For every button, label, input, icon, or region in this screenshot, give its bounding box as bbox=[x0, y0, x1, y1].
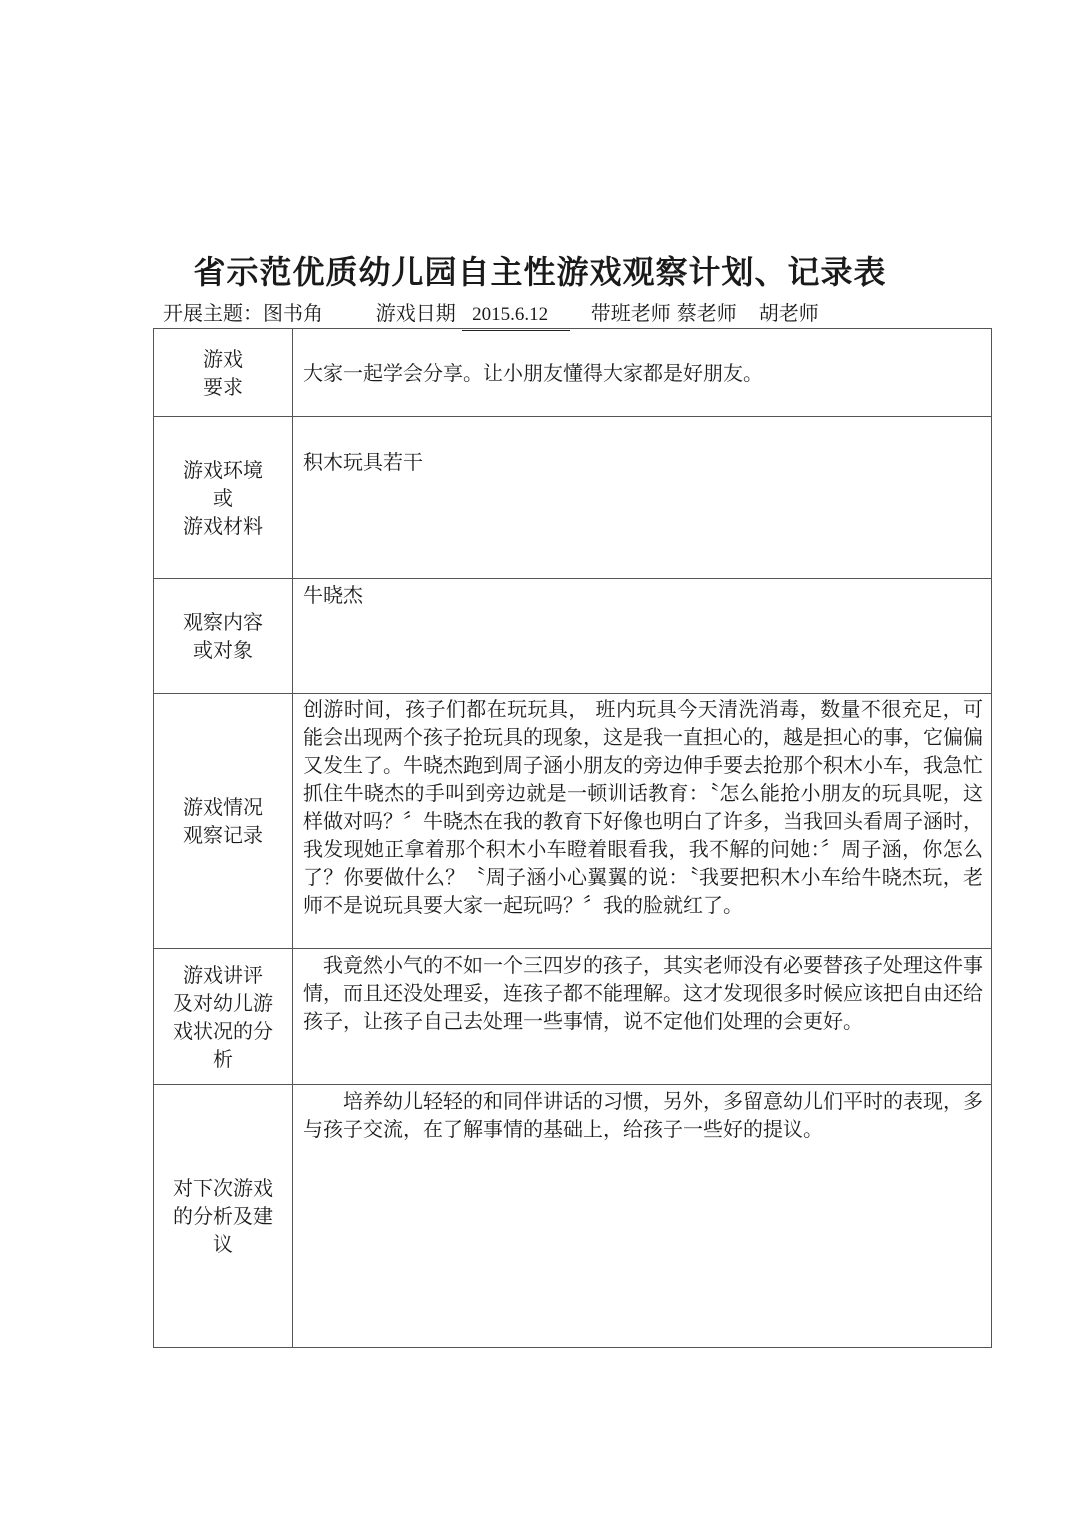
row-content-observation-record: 创游时间，孩子们都在玩玩具， 班内玩具今天清洗消毒，数量不很充足，可能会出现两个孩子抢玩具的现象，这是我一直担心的，越是担心的事，它偏偏又发生了。牛晓杰跑到周子涵小朋友的旁边伸手要去抢那个积木小车，我急忙抓住牛晓杰的手叫到旁边就是一顿训话教育：〝怎么能抢小朋友的玩具呢，这样做对吗？〞牛晓杰在我的教育下好像也明白了许多，当我回头看周子涵时，我发现她正拿着那个积木小车瞪着眼看我，我不解的问她：〞周子涵，你怎么了？你要做什么？〝周子涵小心翼翼的说：〝我要把积木小车给牛晓杰玩，老师不是说玩具要大家一起玩吗？〞我的脸就红了。 bbox=[293, 694, 992, 949]
table-row-observation-target bbox=[154, 579, 992, 694]
row-content-materials: 积木玩具若干 bbox=[293, 417, 992, 579]
row-content-evaluation: 我竟然小气的不如一个三四岁的孩子，其实老师没有必要替孩子处理这件事情，而且还没处理妥，连孩子都不能理解。这才发现很多时候应该把自由还给孩子，让孩子自己去处理一些事情，说不定他们处理的会更好。 bbox=[293, 949, 992, 1085]
table-row-materials bbox=[154, 417, 992, 579]
teacher-label: 带班老师 bbox=[590, 301, 671, 325]
row-label: 游戏讲评 及对幼儿游 戏状况的分 析 bbox=[154, 949, 293, 1085]
page-title: 省示范优质幼儿园自主性游戏观察计划、记录表 bbox=[193, 253, 887, 291]
table-row-requirements bbox=[154, 329, 992, 417]
row-label: 游戏 要求 bbox=[154, 329, 293, 417]
table-row-next-suggestions bbox=[154, 1085, 992, 1348]
theme-label: 开展主题： bbox=[163, 301, 263, 325]
date-label: 游戏日期 bbox=[375, 301, 456, 325]
row-label: 游戏环境 或 游戏材料 bbox=[154, 417, 293, 579]
form-header-info bbox=[163, 298, 923, 328]
row-content-requirements: 大家一起学会分享。让小朋友懂得大家都是好朋友。 bbox=[293, 329, 992, 417]
date-value: 2015.6.12 bbox=[472, 304, 549, 325]
row-label: 观察内容 或对象 bbox=[154, 579, 293, 694]
table-row-evaluation bbox=[154, 949, 992, 1085]
row-label: 游戏情况 观察记录 bbox=[154, 694, 293, 949]
theme-value: 图书角 bbox=[263, 301, 323, 325]
table-row-observation-record bbox=[154, 694, 992, 949]
teacher-name-1: 蔡老师 bbox=[676, 301, 737, 325]
row-content-observation-target: 牛晓杰 bbox=[293, 579, 992, 694]
row-label: 对下次游戏 的分析及建 议 bbox=[154, 1085, 293, 1348]
observation-form-table bbox=[153, 328, 992, 1348]
teacher-name-2: 胡老师 bbox=[758, 301, 819, 325]
row-content-next-suggestions: 培养幼儿轻轻的和同伴讲话的习惯，另外，多留意幼儿们平时的表现，多与孩子交流，在了解事情的基础上，给孩子一些好的提议。 bbox=[293, 1085, 992, 1348]
